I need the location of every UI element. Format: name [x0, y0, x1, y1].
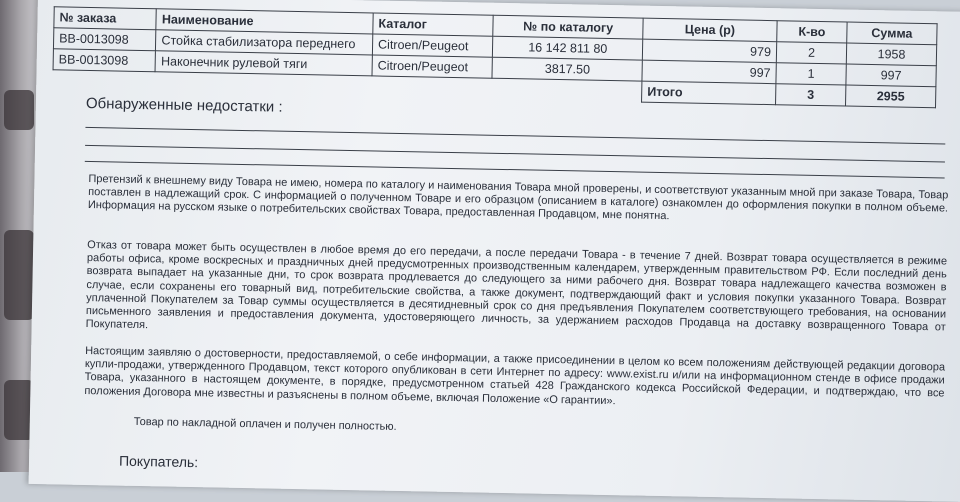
cell-qty: 2 — [776, 42, 846, 64]
buyer-signature-label: Покупатель: — [118, 452, 199, 471]
paragraph-agreement: Настоящим заявляю о достоверности, предоставляемой, о себе информации, а также присоединении в целом ко всем положениям действующей редакции договора купли-продажи, утвержденного Продавцом, текст которого опубликован в сети Интернет по адресу: www.exist.ru и/или на информационном стенде в офисе продажи Товара, указанного в настоящем документе, в порядке, предусмотренном статьей 428 Гражданского кодекса Российской Федерации, и подтверждаю, что все положения Договора мне известны и разъяснены в полном объеме, включая Положение «О гарантии». — [84, 344, 946, 407]
total-qty: 3 — [775, 84, 845, 106]
cell-name: Наконечник рулевой тяги — [155, 51, 372, 76]
cell-sum: 1958 — [846, 43, 936, 66]
cell-sum: 997 — [846, 64, 936, 87]
order-table — [52, 6, 937, 108]
paragraph-return-policy: Отказ от товара может быть осуществлен в любое время до его передачи, а после передачи Товара - в течение 7 дней. Возврат товара осуществляется в режиме работы офиса, кроме воскресных и праздничных дней предусмотренных производственным календарем, утвержденным правительством РФ. Если последний день возврата выпадает на указанные дни, то срок возврата продлевается до следующего за ними рабочего дня. Возврат товара надлежащего качества возможен в случае, если сохранены его товарный вид, потребительские свойства, а также документ, подтверждающий факт и условия покупки указанного Товара. Возврат уплаченной Покупателем за Товар суммы осуществляется в десятидневный срок со дня предъявления Покупателем соответствующего требования, на основании письменного заявления и предоставления документа, удостоверяющего личность, за удержанием расходов Продавца на доставку возвращенного Товара от Покупателя. — [85, 238, 948, 334]
defects-line — [85, 145, 945, 163]
binder-mark — [4, 230, 34, 320]
defects-line — [85, 127, 945, 145]
cell-article: 3817.50 — [492, 57, 642, 81]
receipt-document — [29, 0, 960, 502]
header-order-number: № заказа — [54, 7, 157, 30]
binder-mark — [4, 90, 34, 130]
total-sum: 2955 — [846, 85, 936, 108]
cell-name: Стойка стабилизатора переднего — [156, 30, 373, 55]
cell-order: BB-0013098 — [53, 28, 156, 51]
cell-catalog: Citroen/Peugeot — [372, 55, 493, 78]
paragraph-paid: Товар по накладной оплачен и получен полностью. — [133, 415, 397, 433]
header-catalog: Каталог — [373, 13, 494, 36]
cell-article: 16 142 811 80 — [493, 36, 643, 60]
total-label: Итого — [642, 81, 776, 105]
cell-price: 979 — [642, 39, 776, 63]
header-article: № по каталогу — [493, 15, 643, 39]
cell-catalog: Citroen/Peugeot — [372, 34, 493, 57]
cell-price: 997 — [642, 60, 776, 84]
header-qty: К-во — [777, 21, 847, 43]
cell-order: BB-0013098 — [53, 49, 156, 72]
paragraph-acceptance: Претензий к внешнему виду Товара не имею, номера по каталогу и наименования Товара мной проверены, и соответствуют указанным мной при заказе Товара, Товар поставлен в надлежащий срок. С информацией о полученном Товаре и его образцом (описанием в каталоге) ознакомлен до оформления покупки в полном объеме. Информация на русском языке о потребительских свойствах Товара, предоставленная Продавцом, мне понятна. — [87, 173, 949, 223]
header-price: Цена (р) — [643, 18, 777, 42]
header-sum: Сумма — [847, 22, 937, 45]
header-name: Наименование — [156, 9, 373, 34]
defects-title: Обнаруженные недостатки : — [85, 94, 283, 116]
cell-qty: 1 — [776, 63, 846, 85]
